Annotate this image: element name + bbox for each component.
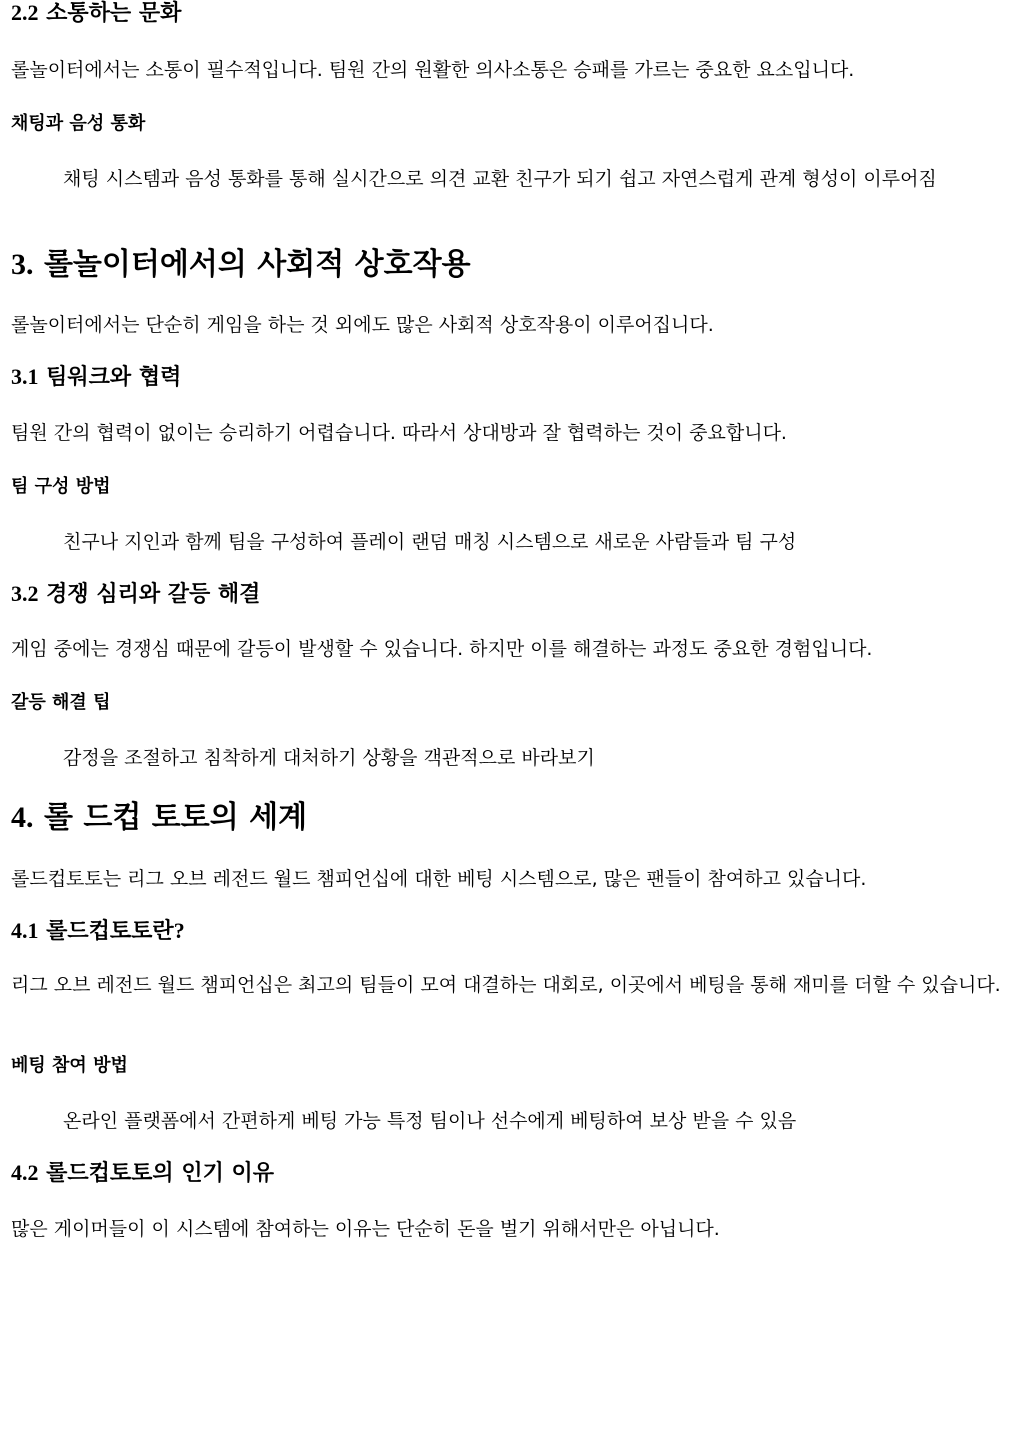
section-heading-2-2 (11, 0, 1008, 27)
heading-number: 4.2 (11, 1160, 39, 1185)
section-paragraph-4: 롤드컵토토는 리그 오브 레전드 월드 챔피언십에 대한 베팅 시스템으로, 많은 팬들이 참여하고 있습니다. (11, 868, 867, 890)
section-heading-4-1 (11, 918, 1008, 945)
heading-number: 3. (11, 248, 34, 281)
note-team-building: 친구나 지인과 함께 팀을 구성하여 플레이 랜덤 매칭 시스템으로 새로운 사람들과 팀 구성 (63, 531, 797, 553)
section-paragraph-3: 롤놀이터에서는 단순히 게임을 하는 것 외에도 많은 사회적 상호작용이 이루어집니다. (11, 314, 714, 336)
note-conflict-tips: 감정을 조절하고 침착하게 대처하기 상황을 객관적으로 바라보기 (63, 747, 595, 769)
heading-text: 경쟁 심리와 갈등 해결 (46, 582, 261, 607)
section-paragraph-3-1: 팀원 간의 협력이 없이는 승리하기 어렵습니다. 따라서 상대방과 잘 협력하는 것이 중요합니다. (11, 422, 787, 444)
section-heading-3 (11, 247, 1008, 283)
subheading-betting-how: 베팅 참여 방법 (11, 1055, 128, 1076)
section-heading-4 (11, 800, 1008, 836)
section-heading-4-2 (11, 1160, 1008, 1187)
note-betting-how: 온라인 플랫폼에서 간편하게 베팅 가능 특정 팀이나 선수에게 베팅하여 보상 받을 수 있음 (63, 1110, 797, 1132)
heading-text: 롤 드컵 토토의 세계 (43, 800, 308, 835)
section-paragraph-2-2: 롤놀이터에서는 소통이 필수적입니다. 팀원 간의 원활한 의사소통은 승패를 가르는 중요한 요소입니다. (11, 59, 855, 81)
section-heading-3-2 (11, 581, 1008, 608)
subheading-team-building: 팀 구성 방법 (11, 476, 111, 497)
subheading-chat-voice: 채팅과 음성 통화 (11, 113, 146, 134)
subheading-conflict-tips: 갈등 해결 팁 (11, 692, 111, 713)
heading-suffix: ? (173, 918, 185, 943)
section-paragraph-4-2: 많은 게이머들이 이 시스템에 참여하는 이유는 단순히 돈을 벌기 위해서만은 아닙니다. (11, 1218, 720, 1240)
section-paragraph-4-1: 리그 오브 레전드 월드 챔피언십은 최고의 팀들이 모여 대결하는 대회로, 이곳에서 베팅을 통해 재미를 더할 수 있습니다. (11, 974, 1001, 996)
section-paragraph-3-2: 게임 중에는 경쟁심 때문에 갈등이 발생할 수 있습니다. 하지만 이를 해결하는 과정도 중요한 경험입니다. (11, 638, 873, 660)
heading-number: 4.1 (11, 918, 39, 943)
heading-text: 팀워크와 협력 (46, 365, 182, 390)
note-chat-voice: 채팅 시스템과 음성 통화를 통해 실시간으로 의견 교환 친구가 되기 쉽고 자연스럽게 관계 형성이 이루어짐 (63, 168, 937, 190)
heading-text: 소통하는 문화 (46, 1, 182, 26)
heading-text: 롤드컵토토의 인기 이유 (46, 1161, 275, 1186)
heading-number: 3.2 (11, 581, 39, 606)
heading-text: 롤드컵토토란 (46, 919, 174, 944)
section-heading-3-1 (11, 364, 1008, 391)
heading-text: 롤놀이터에서의 사회적 상호작용 (43, 247, 471, 282)
heading-number: 4. (11, 801, 34, 834)
heading-number: 2.2 (11, 0, 39, 25)
heading-number: 3.1 (11, 364, 39, 389)
